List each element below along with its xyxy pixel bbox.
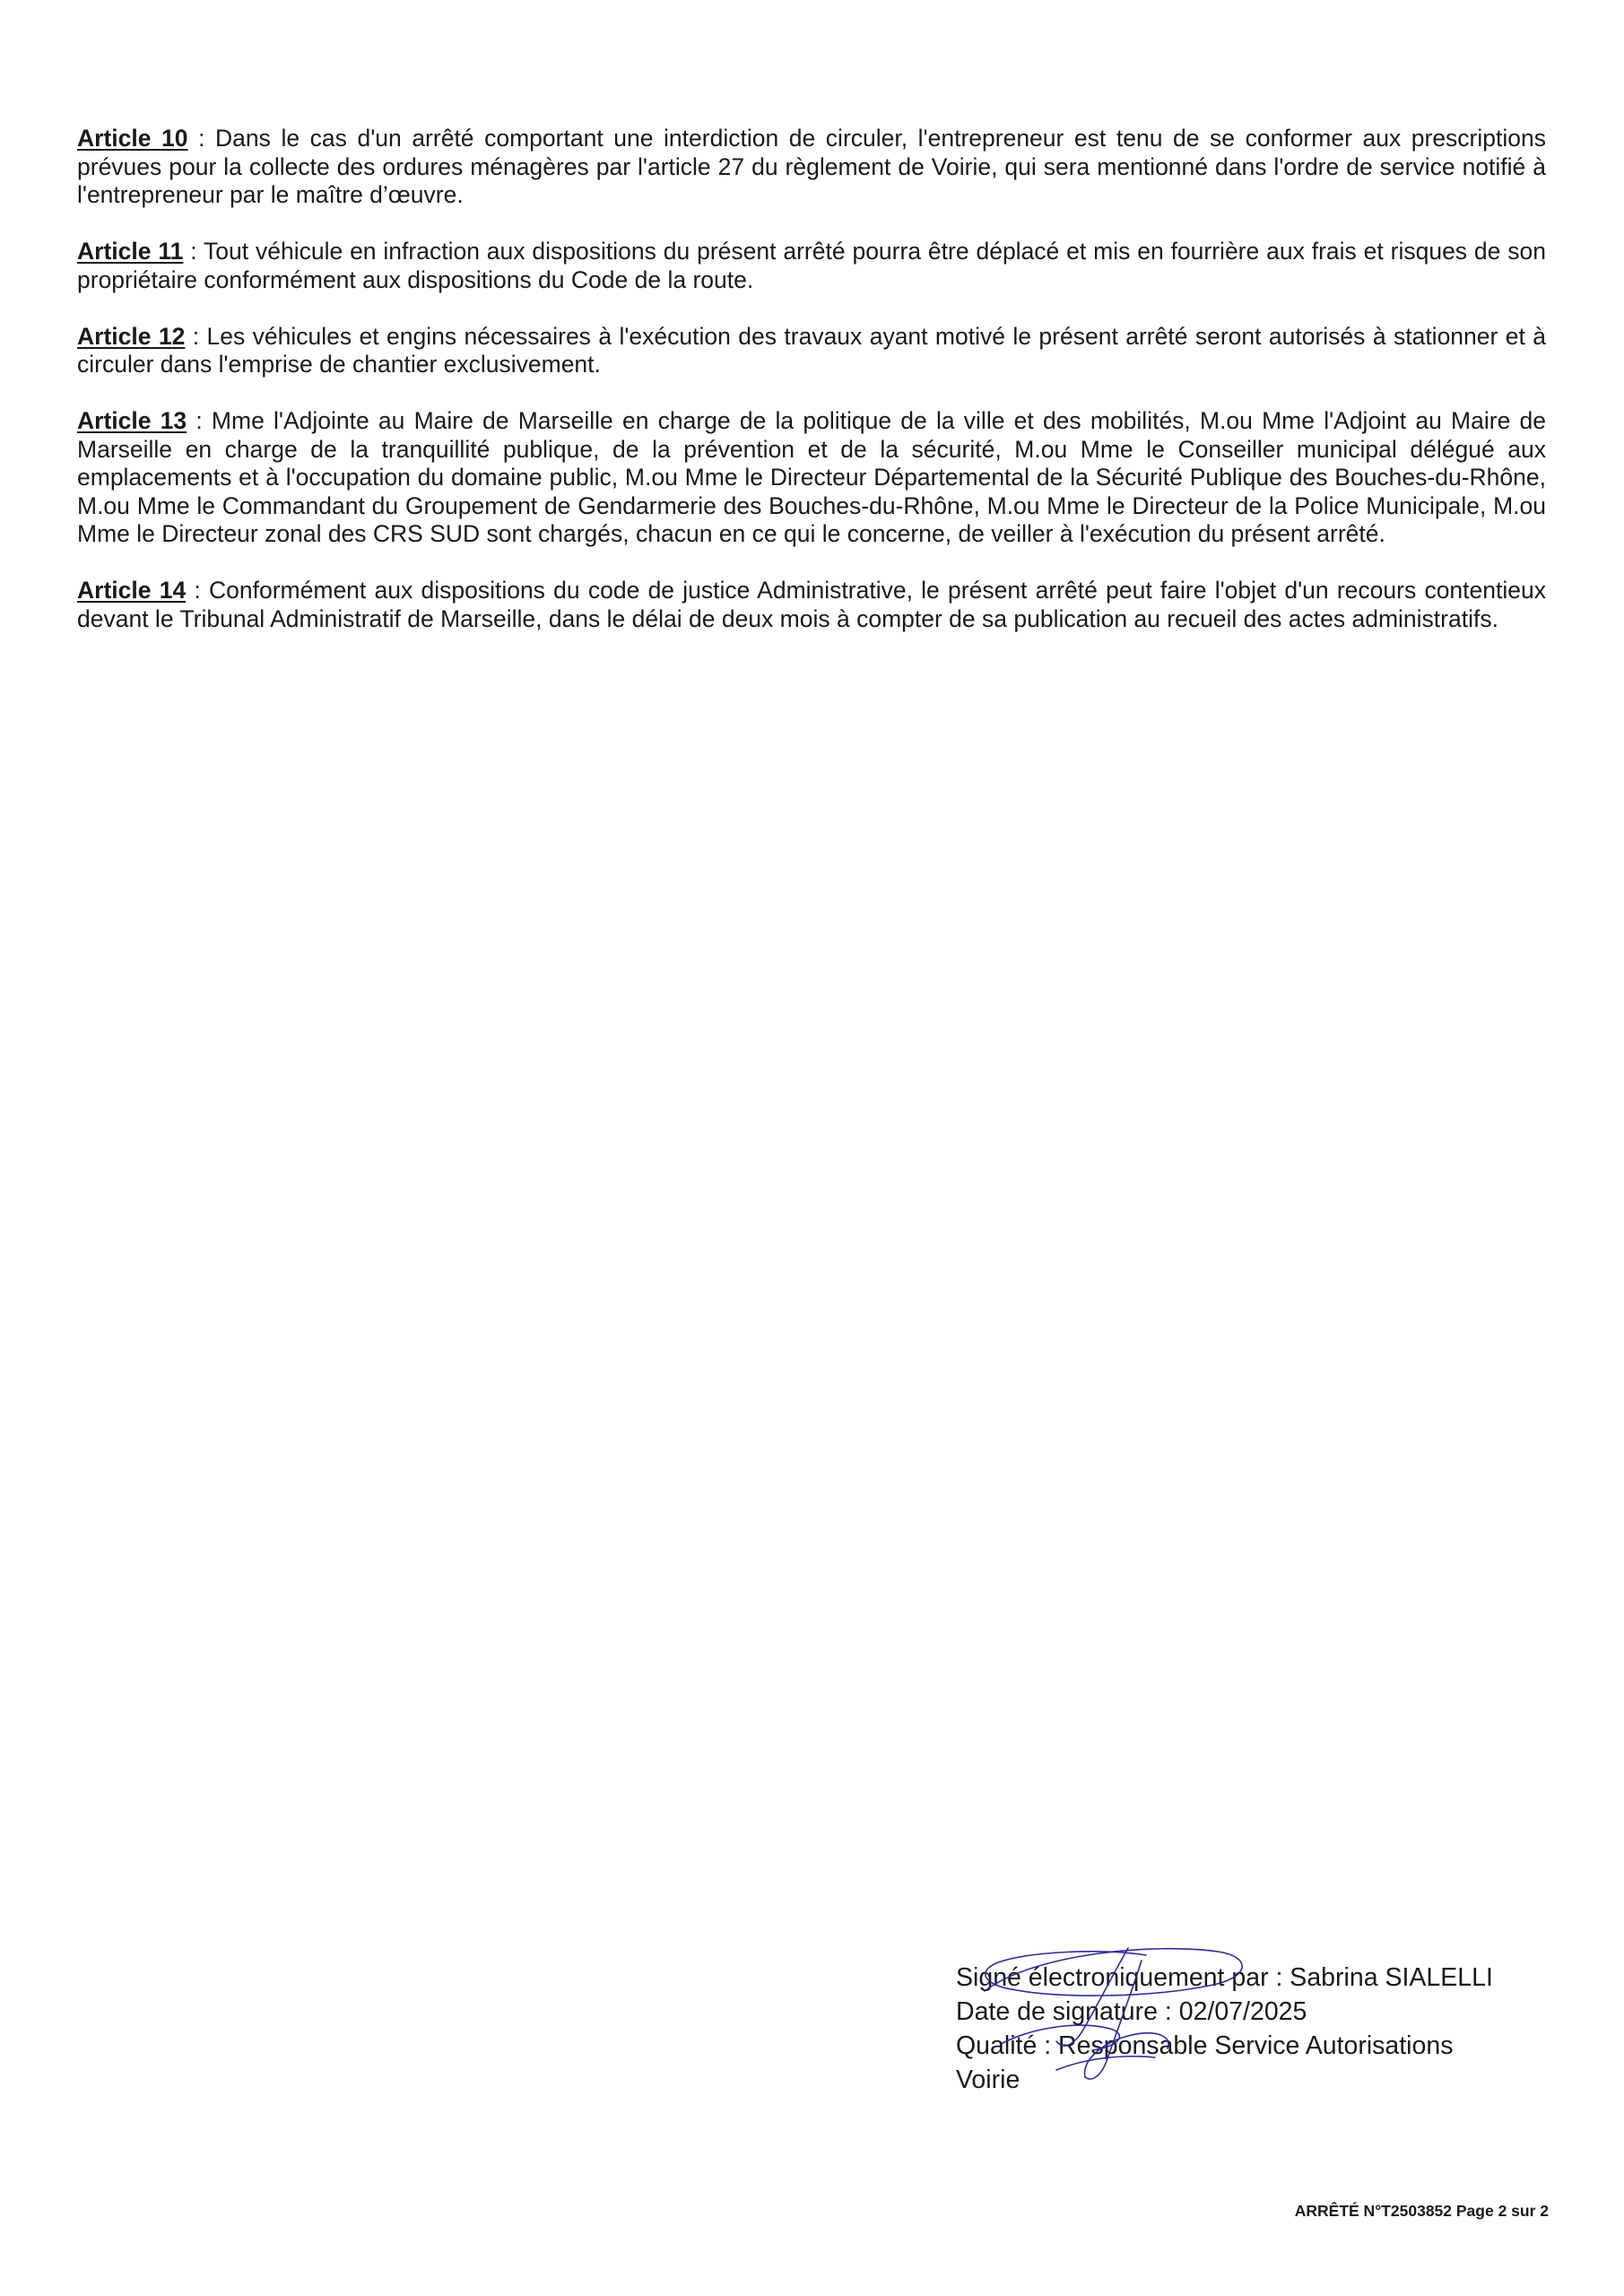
article-body: : Les véhicules et engins nécessaires à l'exécution des travaux ayant motivé le présent arrêté seront autorisés à stationner et à circuler dans l'emprise de chantier exclusivement. <box>77 322 1546 378</box>
signature-date-text: Date de signature : 02/07/2025 <box>956 1997 1307 2026</box>
article-11 <box>77 238 1546 294</box>
article-14 <box>77 577 1546 633</box>
article-title: Article 14 <box>77 577 187 604</box>
article-body: : Conformément aux dispositions du code de justice Administrative, le présent arrêté peut faire l'objet d'un recours contentieux devant le Tribunal Administratif de Marseille, dans le délai de deux mois à compter de sa publication au recueil des actes administratifs. <box>77 577 1546 632</box>
articles-section <box>77 125 1546 662</box>
article-title: Article 12 <box>77 322 186 350</box>
article-12 <box>77 323 1546 379</box>
article-13 <box>77 407 1546 549</box>
article-body: : Mme l'Adjointe au Maire de Marseille en charge de la politique de la ville et des mobilités, M.ou Mme l'Adjoint au Maire de Marseille en charge de la tranquillité publique, de la prévention et de la sécurité, M.ou Mme le Conseiller municipal délégué aux emplacements et à l'occupation du domaine public, M.ou Mme le Directeur Départemental de la Sécurité Publique des Bouches-du-Rhône, M.ou Mme le Commandant du Groupement de Gendarmerie des Bouches-du-Rhône, M.ou Mme le Directeur de la Police Municipale, M.ou Mme le Directeur zonal des CRS SUD sont chargés, chacun en ce qui le concerne, de veiller à l'exécution du présent arrêté. <box>77 407 1546 547</box>
article-title: Article 10 <box>77 125 188 152</box>
signature-block <box>956 1961 1548 2113</box>
signature-quality-continuation: Voirie <box>956 2066 1020 2094</box>
page-footer-reference: ARRÊTÉ N°T2503852 Page 2 sur 2 <box>1294 2202 1549 2220</box>
article-title: Article 13 <box>77 407 187 434</box>
signed-by-text: Signé électroniquement par : Sabrina SIALELLI <box>956 1963 1493 1992</box>
article-10 <box>77 125 1546 210</box>
signature-quality-text: Qualité : Responsable Service Autorisations <box>956 2031 1454 2060</box>
article-body: : Tout véhicule en infraction aux dispositions du présent arrêté pourra être déplacé et mis en fourrière aux frais et risques de son propriétaire conformément aux dispositions du Code de la route. <box>77 238 1546 293</box>
article-title: Article 11 <box>77 238 184 265</box>
article-body: : Dans le cas d'un arrêté comportant une interdiction de circuler, l'entrepreneur est tenu de se conformer aux prescriptions prévues pour la collecte des ordures ménagères par l'article 27 du règlement de Voirie, qui sera mentionné dans l'ordre de service notifié à l'entrepreneur par le maître d’œuvre. <box>77 125 1546 208</box>
